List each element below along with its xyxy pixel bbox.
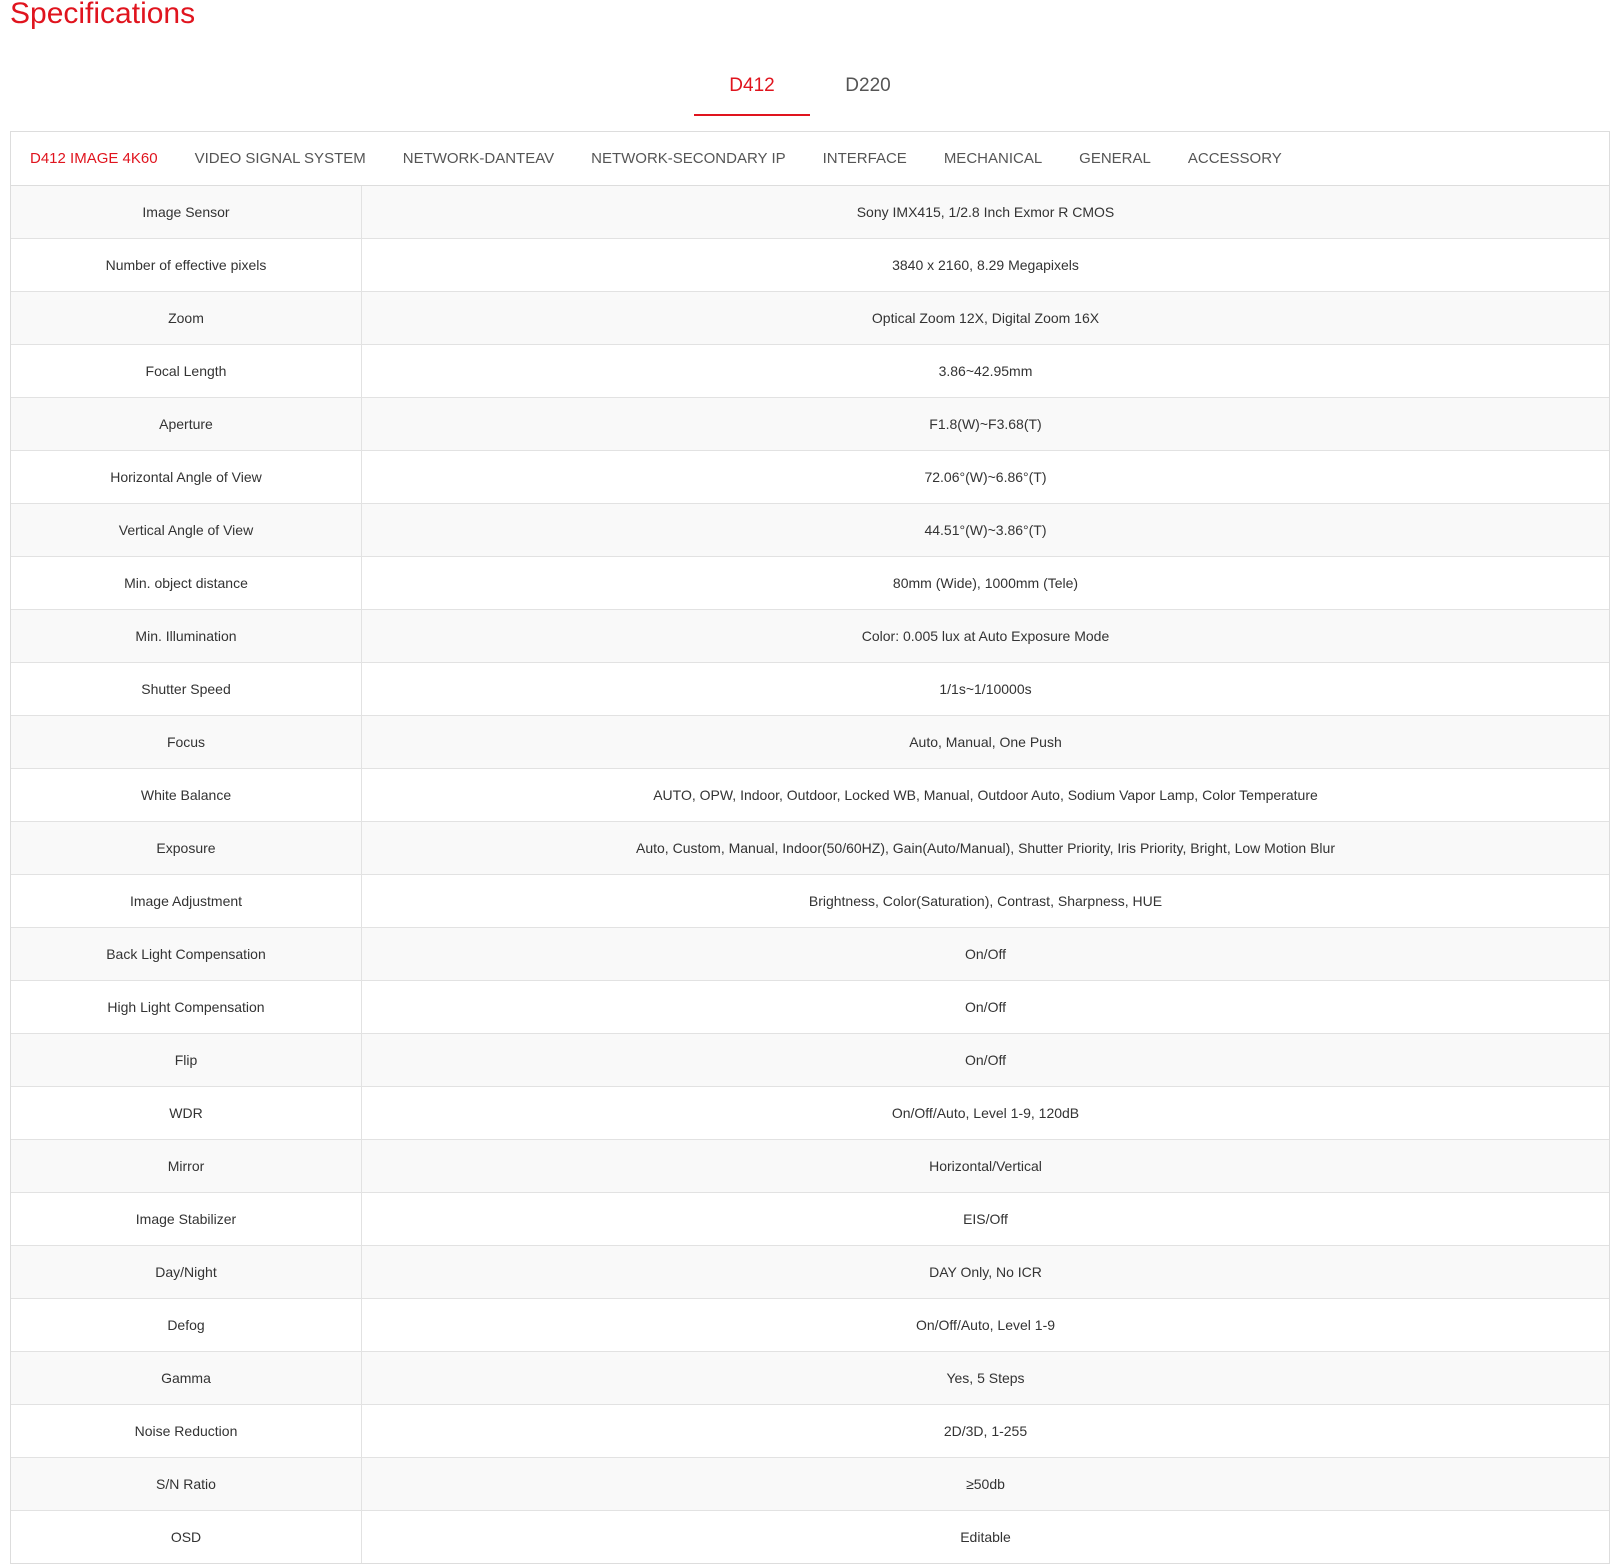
spec-value: EIS/Off: [362, 1193, 1610, 1246]
page-title: Specifications: [10, 0, 196, 30]
spec-name: Noise Reduction: [11, 1405, 362, 1458]
spec-value: Auto, Manual, One Push: [362, 716, 1610, 769]
spec-name: Flip: [11, 1034, 362, 1087]
spec-name: Number of effective pixels: [11, 239, 362, 292]
spec-value: 72.06°(W)~6.86°(T): [362, 451, 1610, 504]
table-row: [11, 981, 1609, 1034]
tab-accessory[interactable]: ACCESSORY: [1187, 150, 1282, 167]
spec-value: 3.86~42.95mm: [362, 345, 1610, 398]
tab-d220[interactable]: D220: [845, 75, 891, 96]
spec-value: 3840 x 2160, 8.29 Megapixels: [362, 239, 1610, 292]
spec-name: Gamma: [11, 1352, 362, 1405]
spec-value: On/Off/Auto, Level 1-9, 120dB: [362, 1087, 1610, 1140]
table-row: [11, 928, 1609, 981]
tab-interface[interactable]: INTERFACE: [822, 150, 907, 167]
tab-video-signal-system[interactable]: VIDEO SIGNAL SYSTEM: [194, 150, 366, 167]
spec-name: Focus: [11, 716, 362, 769]
tab-network-danteav[interactable]: NETWORK-DANTEAV: [402, 150, 555, 167]
table-row: [11, 1352, 1609, 1405]
spec-value: On/Off: [362, 928, 1610, 981]
spec-name: Shutter Speed: [11, 663, 362, 716]
spec-value: Brightness, Color(Saturation), Contrast, Sharpness, HUE: [362, 875, 1610, 928]
table-row: [11, 716, 1609, 769]
spec-value: Auto, Custom, Manual, Indoor(50/60HZ), Gain(Auto/Manual), Shutter Priority, Iris Priority, Bright, Low Motion Blur: [362, 822, 1610, 875]
spec-table: [11, 186, 1609, 1563]
table-row: [11, 875, 1609, 928]
spec-value: Sony IMX415, 1/2.8 Inch Exmor R CMOS: [362, 186, 1610, 239]
spec-name: Vertical Angle of View: [11, 504, 362, 557]
table-row: [11, 610, 1609, 663]
table-row: [11, 451, 1609, 504]
spec-name: Min. object distance: [11, 557, 362, 610]
table-row: [11, 557, 1609, 610]
table-row: [11, 1140, 1609, 1193]
spec-name: Exposure: [11, 822, 362, 875]
spec-value: DAY Only, No ICR: [362, 1246, 1610, 1299]
spec-value: Optical Zoom 12X, Digital Zoom 16X: [362, 292, 1610, 345]
spec-value: On/Off: [362, 981, 1610, 1034]
table-row: [11, 1193, 1609, 1246]
tab-general[interactable]: GENERAL: [1079, 150, 1151, 167]
tab-d412[interactable]: D412: [694, 60, 810, 116]
spec-name: Image Adjustment: [11, 875, 362, 928]
table-row: [11, 1405, 1609, 1458]
tab-network-secondary-ip[interactable]: NETWORK-SECONDARY IP: [591, 150, 786, 167]
spec-value: 44.51°(W)~3.86°(T): [362, 504, 1610, 557]
table-row: [11, 769, 1609, 822]
table-row: [11, 1087, 1609, 1140]
spec-name: Focal Length: [11, 345, 362, 398]
table-row: [11, 186, 1609, 239]
model-tabs: [0, 60, 1620, 118]
spec-name: High Light Compensation: [11, 981, 362, 1034]
spec-name: S/N Ratio: [11, 1458, 362, 1511]
spec-value: AUTO, OPW, Indoor, Outdoor, Locked WB, Manual, Outdoor Auto, Sodium Vapor Lamp, Color Temperature: [362, 769, 1610, 822]
spec-value: F1.8(W)~F3.68(T): [362, 398, 1610, 451]
spec-value: 1/1s~1/10000s: [362, 663, 1610, 716]
spec-name: Mirror: [11, 1140, 362, 1193]
spec-name: WDR: [11, 1087, 362, 1140]
spec-value: 80mm (Wide), 1000mm (Tele): [362, 557, 1610, 610]
spec-name: Horizontal Angle of View: [11, 451, 362, 504]
table-row: [11, 822, 1609, 875]
spec-value: Horizontal/Vertical: [362, 1140, 1610, 1193]
spec-name: Image Stabilizer: [11, 1193, 362, 1246]
spec-name: Image Sensor: [11, 186, 362, 239]
category-tabs: [11, 132, 1609, 186]
table-row: [11, 1299, 1609, 1352]
table-row: [11, 1511, 1609, 1564]
table-row: [11, 239, 1609, 292]
spec-name: OSD: [11, 1511, 362, 1564]
table-row: [11, 1034, 1609, 1087]
table-row: [11, 1458, 1609, 1511]
spec-name: Day/Night: [11, 1246, 362, 1299]
spec-name: Min. Illumination: [11, 610, 362, 663]
spec-panel: [10, 131, 1610, 1564]
table-row: [11, 345, 1609, 398]
spec-value: Editable: [362, 1511, 1610, 1564]
spec-value: ≥50db: [362, 1458, 1610, 1511]
spec-value: Color: 0.005 lux at Auto Exposure Mode: [362, 610, 1610, 663]
spec-value: On/Off/Auto, Level 1-9: [362, 1299, 1610, 1352]
spec-value: 2D/3D, 1-255: [362, 1405, 1610, 1458]
spec-name: Zoom: [11, 292, 362, 345]
tab-mechanical[interactable]: MECHANICAL: [943, 150, 1043, 167]
spec-value: Yes, 5 Steps: [362, 1352, 1610, 1405]
table-row: [11, 1246, 1609, 1299]
table-row: [11, 398, 1609, 451]
table-row: [11, 292, 1609, 345]
spec-name: Defog: [11, 1299, 362, 1352]
table-row: [11, 663, 1609, 716]
table-row: [11, 504, 1609, 557]
spec-name: White Balance: [11, 769, 362, 822]
tab-d412-image-4k60[interactable]: D412 IMAGE 4K60: [30, 150, 158, 167]
spec-value: On/Off: [362, 1034, 1610, 1087]
spec-name: Aperture: [11, 398, 362, 451]
spec-name: Back Light Compensation: [11, 928, 362, 981]
